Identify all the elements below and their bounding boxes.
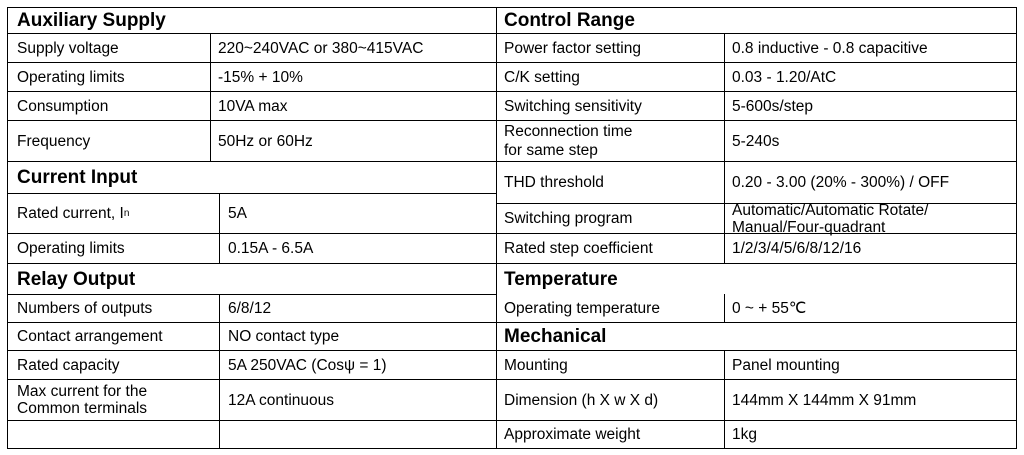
spec-label: Consumption: [17, 97, 109, 115]
spec-label: Supply voltage: [17, 39, 119, 57]
spec-value: 12A continuous: [228, 391, 335, 409]
spec-value: 0.15A - 6.5A: [228, 240, 314, 257]
spec-value: 0.20 - 3.00 (20% - 300%) / OFF: [732, 174, 950, 191]
spec-value-line: Manual/Four-quadrant: [732, 218, 886, 236]
spec-label: Switching program: [504, 210, 633, 227]
spec-value: 0 ~ + 55℃: [732, 300, 807, 317]
section-title-auxiliary-supply: Auxiliary Supply: [17, 10, 166, 31]
spec-label: Frequency: [17, 132, 91, 150]
spec-value: 5A: [228, 205, 247, 222]
spec-value: 0.8 inductive - 0.8 capacitive: [732, 39, 928, 57]
spec-label: Numbers of outputs: [17, 300, 153, 317]
spec-label-line: Common terminals: [17, 400, 148, 417]
spec-value: [732, 201, 929, 236]
spec-value: 1/2/3/4/5/6/8/12/16: [732, 240, 862, 257]
column-divider: [219, 294, 220, 449]
section-title-temperature: Temperature: [504, 268, 618, 290]
spec-value-line: Automatic/Automatic Rotate/: [732, 201, 929, 219]
spec-value: 0.03 - 1.20/AtC: [732, 68, 837, 86]
spec-label: Rated capacity: [17, 356, 120, 374]
spec-label-line: Max current for the: [17, 383, 148, 400]
spec-value: 1kg: [732, 426, 757, 443]
spec-value: 5A 250VAC (Cosψ = 1): [228, 356, 387, 374]
column-divider: [496, 7, 497, 449]
table-border-left: [7, 7, 8, 449]
spec-value: 5-600s/step: [732, 97, 813, 115]
specifications-table: [7, 7, 1017, 448]
spec-label: THD threshold: [504, 174, 604, 191]
column-divider: [724, 294, 725, 322]
spec-value: 5-240s: [732, 132, 780, 150]
column-divider: [724, 33, 725, 263]
column-divider: [219, 193, 220, 263]
spec-label: Operating limits: [17, 240, 125, 257]
spec-label: Power factor setting: [504, 39, 641, 57]
spec-label-line: Reconnection time: [504, 123, 633, 140]
spec-label: Operating limits: [17, 68, 125, 86]
spec-label: Dimension (h X w X d): [504, 391, 659, 409]
table-border-bottom: [7, 448, 1017, 449]
spec-value: 10VA max: [218, 97, 288, 115]
spec-value: 144mm X 144mm X 91mm: [732, 391, 917, 409]
spec-label: [504, 121, 632, 161]
spec-value: Panel mounting: [732, 356, 840, 374]
spec-label: Operating temperature: [504, 300, 660, 317]
section-title-control-range: Control Range: [504, 10, 635, 31]
section-title-relay-output: Relay Output: [17, 268, 136, 290]
spec-label: Rated current, I n: [17, 205, 130, 222]
spec-value: 220~240VAC or 380~415VAC: [218, 39, 424, 57]
spec-value: 50Hz or 60Hz: [218, 132, 313, 150]
spec-label: [17, 380, 147, 420]
column-divider: [724, 350, 725, 449]
column-divider: [210, 33, 211, 161]
spec-label: Switching sensitivity: [504, 97, 642, 115]
spec-label: Approximate weight: [504, 426, 641, 443]
spec-value: 6/8/12: [228, 300, 272, 317]
spec-label-text: Rated current, I: [17, 205, 124, 222]
spec-label: Mounting: [504, 356, 568, 374]
spec-label-line: for same step: [504, 142, 598, 159]
spec-value: -15% + 10%: [218, 68, 303, 86]
spec-label: Contact arrangement: [17, 328, 163, 345]
section-title-mechanical: Mechanical: [504, 326, 607, 347]
section-title-current-input: Current Input: [17, 167, 138, 188]
table-border-right: [1016, 7, 1017, 449]
spec-label: Rated step coefficient: [504, 240, 653, 257]
spec-label: C/K setting: [504, 68, 580, 86]
spec-value: NO contact type: [228, 328, 340, 345]
